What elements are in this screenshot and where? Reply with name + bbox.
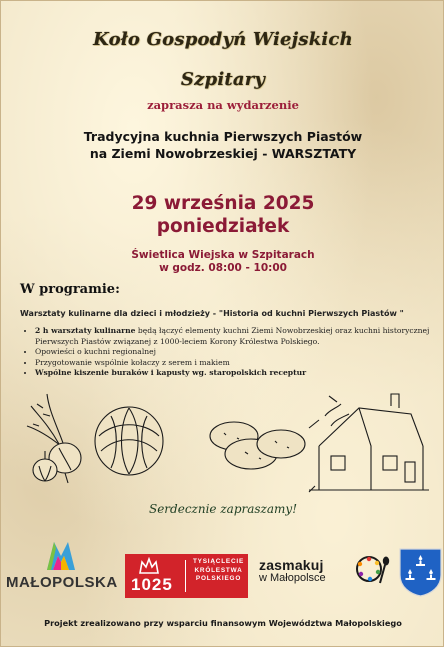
event-weekday: poniedziałek — [156, 216, 290, 237]
funding-footer: Projekt zrealizowano przy wsparciu finansowym Województwa Małopolskiego — [44, 618, 402, 628]
workshop-description: Warsztaty kulinarne dla dzieci i młodzieży - "Historia od kuchni Pierwszych Piastów " — [20, 309, 404, 318]
pierogi-icon — [210, 422, 305, 469]
list-item — [35, 347, 430, 358]
zasmakuj-logo-line1: zasmakuj — [259, 557, 324, 573]
invitation-text: zaprasza na wydarzenie — [147, 98, 299, 112]
event-date: 29 września 2025 — [131, 193, 315, 214]
list-item-emphasis: 2 h warsztaty kulinarne — [35, 326, 136, 335]
millennium-caption — [191, 558, 246, 584]
millennium-caption-line3: POLSKIEGO — [195, 575, 242, 582]
crown-icon — [138, 557, 160, 576]
logo-divider — [185, 560, 186, 592]
coat-of-arms-icon — [398, 547, 443, 597]
program-heading: W programie: — [20, 282, 120, 297]
vegetables-and-cottage-illustration — [19, 386, 429, 496]
event-title-line2: na Ziemi Nowobrzeskiej - WARSZTATY — [89, 146, 357, 161]
list-item-emphasis: Wspólne kiszenie buraków i kapusty wg. staropolskich receptur — [35, 368, 307, 377]
zasmakuj-logo — [259, 557, 326, 584]
zasmakuj-logo-line2: w Małopolsce — [259, 572, 326, 584]
cabbage-icon — [95, 407, 163, 475]
list-item-text: Opowieści o kuchni regionalnej — [35, 347, 156, 356]
list-item — [35, 358, 430, 369]
millennium-caption-line1: TYSIĄCLECIE — [192, 558, 245, 565]
plate-and-spoon-icon — [355, 551, 391, 587]
event-venue: Świetlica Wiejska w Szpitarach — [131, 249, 315, 261]
millennium-caption-line2: KRÓLESTWA — [194, 566, 243, 574]
list-item — [35, 368, 430, 379]
cottage-icon — [309, 394, 429, 492]
list-item-text: Przygotowanie wspólnie kołaczy z serem i makiem — [35, 357, 230, 367]
malopolska-logo-text: MAŁOPOLSKA — [6, 574, 118, 591]
event-hours: w godz. 08:00 - 10:00 — [159, 262, 287, 274]
millennium-1025-logo — [125, 554, 248, 598]
closing-greeting: Serdecznie zapraszamy! — [148, 502, 298, 516]
event-title-line1: Tradycyjna kuchnia Pierwszych Piastów — [83, 129, 363, 144]
list-item-text: będą łączyć elementy kuchni Ziemi Nowobrzeskiej oraz kuchni historycznej Pierwszych Piastów związanej z 1000-leciem Korony Królestwa Polskiego. — [35, 326, 430, 346]
millennium-year: 1025 — [131, 575, 173, 594]
organization-name: Koło Gospodyń Wiejskich — [93, 29, 353, 50]
program-list — [23, 326, 430, 379]
list-item — [35, 326, 430, 347]
organization-village: Szpitary — [180, 69, 266, 90]
